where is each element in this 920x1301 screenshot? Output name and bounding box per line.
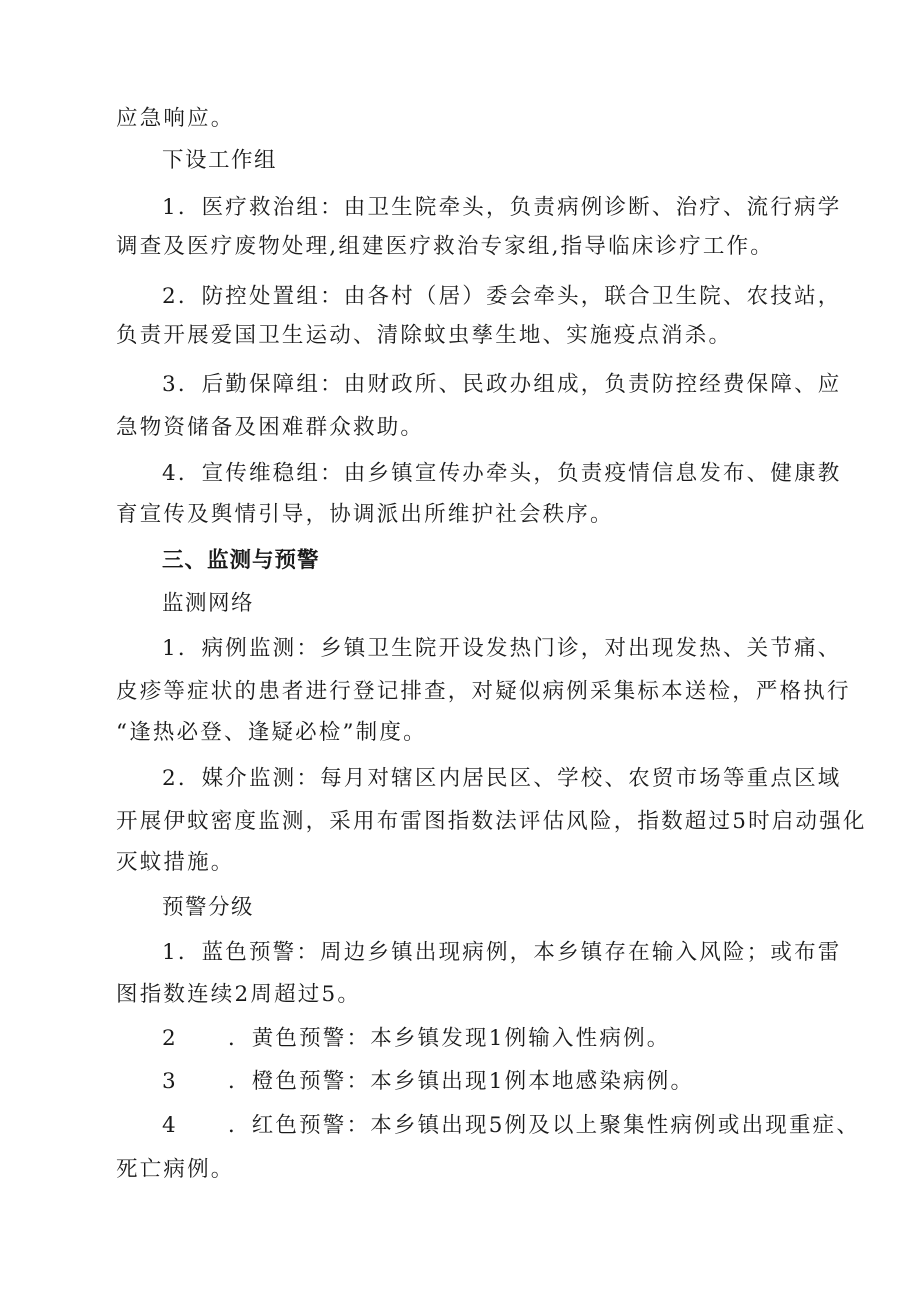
group-4-line-1: 4．宣传维稳组：由乡镇宣传办牵头，负责疫情信息发布、健康教: [162, 461, 842, 486]
group-1-line-1: 1．医疗救治组：由卫生院牵头，负责病例诊断、治疗、流行病学: [162, 195, 842, 220]
group-1-line-2: 调查及医疗废物处理,组建医疗救治专家组,指导临床诊疗工作。: [116, 234, 774, 259]
network-1-line-3: “逢热必登、逢疑必检”制度。: [116, 720, 427, 745]
groups-subheading: 下设工作组: [162, 148, 278, 173]
group-4-line-2: 育宣传及舆情引导，协调派出所维护社会秩序。: [116, 502, 614, 527]
network-2-line-1: 2．媒介监测：每月对辖区内居民区、学校、农贸市场等重点区域: [162, 766, 842, 791]
warning-4-number: 4: [162, 1113, 178, 1138]
warning-2-number: 2: [162, 1026, 178, 1051]
warning-levels-subheading: 预警分级: [162, 895, 255, 920]
warning-1-line-1: 1．蓝色预警：周边乡镇出现病例，本乡镇存在输入风险；或布雷: [162, 940, 842, 965]
group-3-line-2: 急物资储备及困难群众救助。: [116, 415, 425, 440]
warning-3-number: 3: [162, 1069, 178, 1094]
warning-1-line-2: 图指数连续2周超过5。: [116, 982, 362, 1007]
group-2-line-2: 负责开展爱国卫生运动、清除蚊虫孳生地、实施疫点消杀。: [116, 323, 733, 348]
warning-2-line: [162, 1024, 670, 1054]
network-2-line-3: 灭蚊措施。: [116, 850, 235, 875]
network-2-line-2: 开展伊蚊密度监测，采用布雷图指数法评估风险，指数超过5时启动强化: [116, 809, 867, 834]
warning-4-text: ．红色预警：本乡镇出现5例及以上聚集性病例或出现重症、: [228, 1113, 861, 1138]
warning-3-line: [162, 1067, 694, 1097]
warning-3-text: ．橙色预警：本乡镇出现1例本地感染病例。: [228, 1069, 695, 1094]
warning-4-line-1: [162, 1111, 860, 1141]
warning-4-line-2: 死亡病例。: [116, 1157, 235, 1182]
network-1-line-1: 1．病例监测：乡镇卫生院开设发热门诊，对出现发热、关节痛、: [162, 636, 842, 661]
warning-2-text: ．黄色预警：本乡镇发现1例输入性病例。: [228, 1026, 671, 1051]
network-1-line-2: 皮疹等症状的患者进行登记排查，对疑似病例采集标本送检，严格执行: [116, 679, 851, 704]
section-3-heading: 三、监测与预警: [162, 548, 320, 573]
group-2-line-1: 2．防控处置组：由各村（居）委会牵头，联合卫生院、农技站，: [162, 284, 842, 309]
monitoring-network-subheading: 监测网络: [162, 591, 255, 616]
intro-tail-text: 应急响应。: [116, 106, 235, 131]
group-3-line-1: 3．后勤保障组：由财政所、民政办组成，负责防控经费保障、应: [162, 372, 842, 397]
